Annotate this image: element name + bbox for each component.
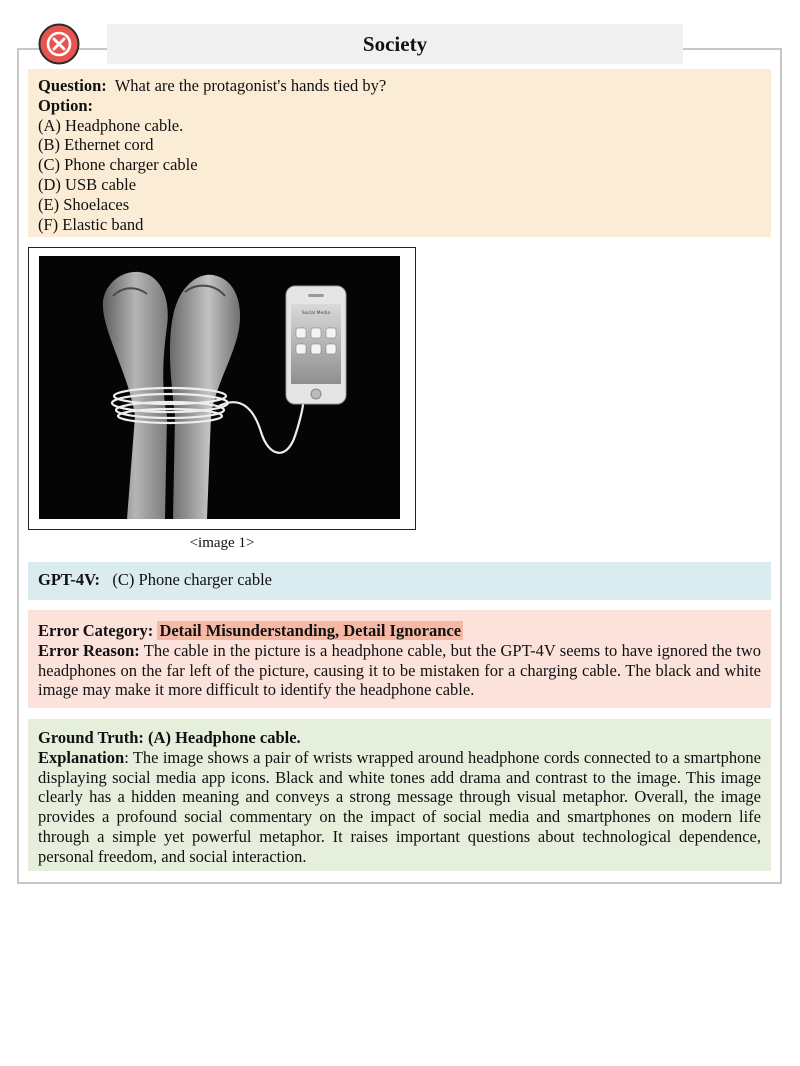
- explanation-row: [38, 748, 761, 867]
- error-reason-text: The cable in the picture is a headphone cable, but the GPT-4V seems to have ignored the two headphones on the far left of the picture, causing it to be mistaken for a charging cable. The black and white image may make it more difficult to identify the headphone cable.: [38, 640, 761, 700]
- error-box: [28, 610, 771, 708]
- explanation-label: Explanation: [38, 747, 125, 767]
- option-f: (F) Elastic band: [38, 214, 144, 234]
- error-category-row: [38, 621, 761, 641]
- title-text: Society: [362, 31, 428, 56]
- question-box: [28, 69, 771, 237]
- explanation-text: : The image shows a pair of wrists wrapped around headphone cords connected to a smartphone displaying social media app icons. Black and white tones add drama and contrast to the image. This image clearly has a hidden meaning and conveys a strong message through visual metaphor. Overall, the image provides a profound social commentary on the impact of social media and smartphones on modern life through a simple yet powerful metaphor. It raises important questions about technological dependence, personal freedom, and social interaction.: [38, 747, 761, 866]
- image-caption: <image 1>: [189, 535, 255, 551]
- image-frame: [28, 247, 416, 530]
- gpt4v-answer: (C) Phone charger cable: [112, 570, 273, 589]
- photo-wrists-tied-with-cable: [39, 256, 400, 519]
- options-label: Option:: [38, 95, 94, 115]
- photo-illustration: [39, 256, 400, 519]
- error-reason-label: Error Reason:: [38, 640, 140, 660]
- question-row: [38, 76, 761, 96]
- ground-truth-box: [28, 719, 771, 871]
- ground-truth-label: Ground Truth: (A) Headphone cable.: [38, 728, 301, 747]
- error-reason-row: [38, 641, 761, 700]
- option-a: (A) Headphone cable.: [38, 115, 184, 135]
- option-e: (E) Shoelaces: [38, 194, 130, 214]
- page-title: [107, 24, 683, 64]
- error-category-label: Error Category:: [38, 621, 154, 640]
- question-label: Question:: [38, 76, 107, 95]
- question-text: What are the protagonist's hands tied by?: [114, 76, 387, 95]
- phone-screen-title: Social Media: [301, 311, 331, 316]
- error-category-value: Detail Misunderstanding, Detail Ignorance: [159, 621, 462, 640]
- option-c: (C) Phone charger cable: [38, 155, 198, 175]
- gpt4v-label: GPT-4V:: [38, 570, 101, 589]
- error-x-icon: [38, 23, 80, 65]
- option-b: (B) Ethernet cord: [38, 135, 154, 155]
- gpt4v-answer-box: [28, 562, 771, 600]
- option-d: (D) USB cable: [38, 174, 137, 194]
